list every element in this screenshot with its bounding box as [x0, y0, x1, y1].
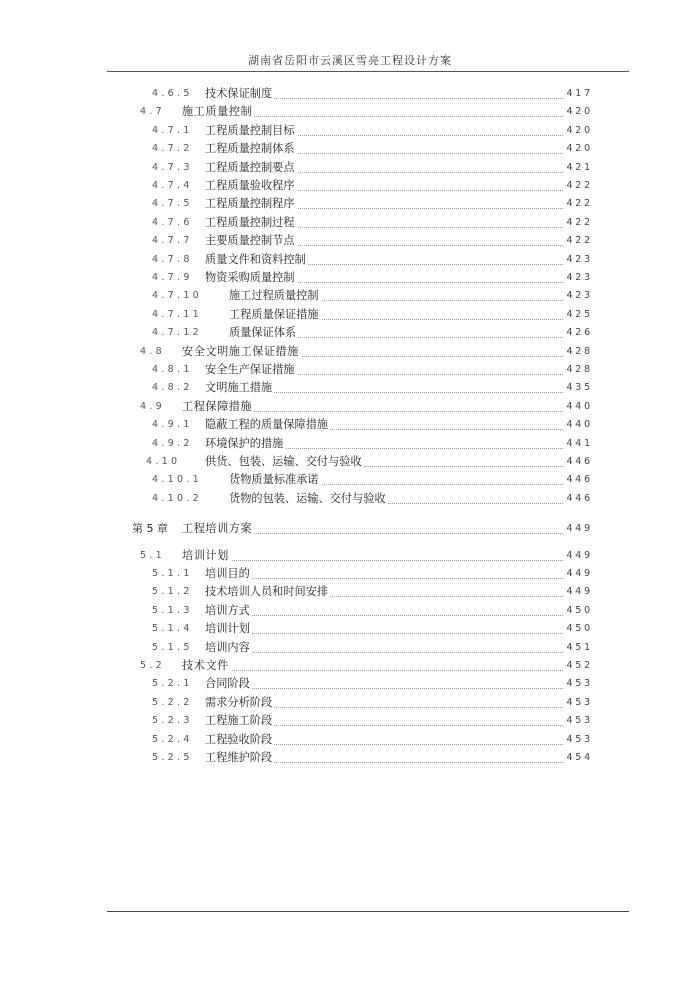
toc-entry-title: 供货、包装、运输、交付与验收	[205, 455, 362, 468]
toc-entry-title: 隐蔽工程的质量保障措施	[205, 418, 329, 432]
toc-entry-title: 培训计划	[205, 622, 250, 636]
toc-dot-leader	[205, 599, 565, 616]
toc-entry-title: 培训计划	[182, 548, 229, 562]
toc-dot-leader	[205, 562, 565, 579]
toc-entry-number: 4.9.2	[152, 437, 193, 449]
toc-entry-number: 第 5 章	[132, 522, 168, 536]
toc-entry-title: 培训内容	[205, 640, 250, 654]
toc-entry-page: 426	[564, 325, 593, 341]
toc-entry-title: 安全文明施工保证措施	[182, 344, 299, 358]
toc-entry-title: 技术文件	[182, 659, 229, 672]
toc-entry-title: 工程培训方案	[182, 522, 253, 536]
toc-entry-number: 4.7.8	[152, 253, 193, 265]
toc-entry-number: 5.1.5	[152, 641, 193, 653]
toc-entry[interactable]	[0, 454, 700, 470]
toc-entry-title: 环境保护的措施	[205, 436, 284, 450]
toc-entry-title: 质量文件和资料控制	[205, 252, 306, 266]
toc-entry-number: 4.7.5	[152, 198, 193, 210]
toc-entry-number: 5.1.2	[152, 586, 193, 598]
toc-entry-title: 需求分析阶段	[205, 695, 273, 709]
toc-entry-page: 446	[564, 454, 593, 470]
toc-entry-page: 420	[564, 123, 593, 139]
toc-entry-page: 453	[564, 676, 593, 692]
toc-entry[interactable]	[0, 521, 700, 537]
toc-entry-title: 工程质量保证措施	[229, 307, 319, 321]
toc-entry-number: 4.10	[146, 456, 181, 467]
toc-entry-number: 4.7.2	[152, 143, 193, 155]
toc-entry-title: 工程质量控制要点	[205, 160, 295, 174]
toc-entry-page: 422	[564, 178, 593, 194]
toc-entry-number: 4.7	[140, 106, 166, 118]
toc-entry-page: 417	[564, 86, 593, 102]
toc-dot-leader	[182, 654, 565, 671]
toc-entry-number: 4.9.1	[152, 419, 193, 431]
toc-entry-number: 4.9	[140, 400, 166, 412]
toc-dot-leader	[205, 617, 565, 634]
toc-entry-title: 工程质量控制程序	[205, 197, 295, 211]
header-divider	[107, 71, 629, 72]
toc-entry[interactable]	[0, 491, 700, 507]
toc-entry-page: 450	[564, 621, 593, 637]
toc-entry-page: 440	[564, 417, 593, 433]
toc-dot-leader	[205, 636, 565, 653]
toc-entry-page: 428	[564, 362, 593, 378]
toc-entry-page: 453	[564, 713, 593, 729]
toc-entry-number: 5.1.4	[152, 623, 193, 635]
toc-entry-number: 4.7.11	[152, 308, 203, 320]
toc-entry-page: 441	[564, 436, 593, 452]
toc-entry-page: 449	[564, 548, 593, 564]
toc-entry-title: 技术保证制度	[205, 87, 273, 100]
toc-entry-title: 工程质量控制体系	[205, 142, 295, 156]
toc-entry-title: 工程维护阶段	[205, 751, 273, 764]
toc-entry-title: 施工过程质量控制	[229, 289, 319, 303]
toc-entry-title: 质量保证体系	[229, 326, 297, 340]
footer-divider	[107, 911, 629, 912]
toc-entry-title: 工程质量控制目标	[205, 123, 295, 137]
toc-entry-title: 货物的包装、运输、交付与验收	[229, 491, 386, 505]
toc-entry-number: 4.8	[140, 345, 166, 357]
toc-entry-page: 422	[564, 215, 593, 231]
toc-entry-number: 5.2.4	[152, 733, 193, 745]
toc-entry-title: 工程验收阶段	[205, 732, 273, 746]
toc-entry-title: 文明施工措施	[205, 381, 273, 395]
page-header: 湖南省岳阳市云溪区雪亮工程设计方案	[248, 54, 452, 67]
toc-entry-title: 工程质量验收程序	[205, 179, 295, 192]
toc-entry-page: 422	[564, 233, 593, 249]
toc-entry-number: 5.2.5	[152, 752, 193, 763]
toc-entry-number: 5.1.1	[152, 568, 193, 579]
toc-entry-title: 工程质量控制过程	[205, 215, 295, 229]
toc-entry-page: 435	[564, 380, 593, 396]
toc-entry-number: 4.7.3	[152, 161, 193, 173]
toc-entry-page: 422	[564, 196, 593, 212]
toc-entry-number: 5.2.1	[152, 678, 193, 690]
toc-entry[interactable]	[0, 750, 700, 766]
toc-entry-page: 446	[564, 472, 593, 488]
toc-entry-page: 423	[564, 288, 593, 304]
toc-entry-number: 4.7.4	[152, 180, 193, 191]
toc-entry-page: 421	[564, 160, 593, 176]
toc-entry-page: 449	[564, 584, 593, 600]
toc-entry-page: 420	[564, 141, 593, 157]
toc-entry-page: 446	[564, 491, 593, 507]
toc-entry-page: 454	[564, 750, 593, 766]
toc-entry-number: 5.1	[140, 549, 166, 561]
toc-entry-page: 449	[564, 521, 593, 537]
toc-entry-page: 453	[564, 732, 593, 748]
toc-entry-number: 4.7.6	[152, 216, 193, 228]
toc-entry-number: 5.2	[140, 660, 166, 671]
toc-entry-title: 合同阶段	[205, 677, 250, 691]
toc-entry-title: 施工质量控制	[182, 105, 253, 119]
toc-entry-title: 培训目的	[205, 567, 250, 580]
toc-entry-number: 5.2.3	[152, 715, 193, 727]
toc-entry-title: 技术培训人员和时间安排	[205, 585, 329, 599]
toc-entry-page: 425	[564, 307, 593, 323]
toc-entry-page: 428	[564, 344, 593, 360]
toc-entry-page: 452	[564, 658, 593, 674]
toc-entry-number: 4.7.10	[152, 290, 203, 302]
toc-entry-title: 培训方式	[205, 603, 250, 617]
toc-entry-page: 451	[564, 640, 593, 656]
toc-entry-page: 423	[564, 270, 593, 286]
toc-dot-leader	[205, 672, 565, 689]
toc-entry-page: 453	[564, 695, 593, 711]
toc-entry-number: 5.1.3	[152, 604, 193, 616]
toc-entry-number: 4.7.12	[152, 327, 203, 339]
toc-entry-page: 420	[564, 104, 593, 120]
toc-entry-title: 工程施工阶段	[205, 714, 273, 728]
toc-entry-title: 货物质量标准承诺	[229, 473, 319, 487]
toc-entry-number: 4.8.1	[152, 364, 193, 375]
toc-entry-title: 安全生产保证措施	[205, 363, 295, 376]
toc-entry-page: 450	[564, 603, 593, 619]
toc-entry-number: 4.6.5	[152, 88, 193, 99]
toc-entry-title: 主要质量控制节点	[205, 234, 295, 248]
toc-entry-page: 423	[564, 252, 593, 268]
toc-entry-number: 4.10.2	[152, 492, 203, 504]
toc-entry-number: 4.7.9	[152, 272, 193, 283]
toc-entry-number: 4.8.2	[152, 382, 193, 394]
toc-entry-number: 4.7.7	[152, 235, 193, 247]
toc-entry-page: 440	[564, 399, 593, 415]
toc-entry-title: 工程保障措施	[182, 399, 253, 413]
toc-entry-number: 5.2.2	[152, 696, 193, 708]
toc-dot-leader	[182, 544, 565, 561]
toc-entry-number: 4.10.1	[152, 474, 203, 486]
toc-entry-number: 4.7.1	[152, 124, 193, 136]
toc-entry-page: 449	[564, 566, 593, 582]
toc-entry-title: 物资采购质量控制	[205, 271, 295, 284]
